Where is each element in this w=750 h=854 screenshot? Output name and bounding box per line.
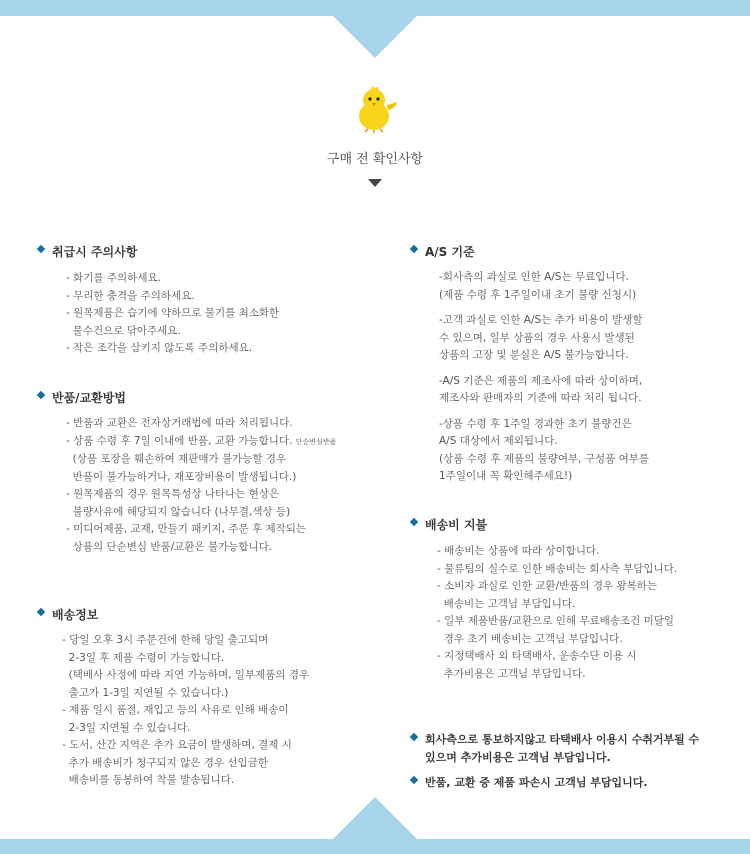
list-item: - 작은 조각을 삼키지 않도록 주의하세요. xyxy=(66,342,253,354)
list-item: (제품 수령 후 1주일이내 초기 불량 신청시) xyxy=(439,288,637,301)
section-shipping xyxy=(38,606,309,790)
list-item: 물수건으로 닦아주세요. xyxy=(66,324,181,337)
list-item: - 지정택배사 외 타택배사, 운송수단 이용 시 xyxy=(437,650,637,662)
diamond-bullet-icon xyxy=(37,245,45,253)
section-handling xyxy=(38,243,279,358)
list-item: - 제품 일시 품절, 재입고 등의 사유로 인해 배송이 xyxy=(62,704,289,716)
list-item: - 물류팀의 실수로 인한 배송비는 회사측 부담입니다. xyxy=(437,562,678,575)
list-item: - 일부 제품반품/교환으로 인해 무료배송조건 미달일 xyxy=(437,615,675,627)
list-item: 추가 배송비가 청구되지 않은 경우 선입금한 xyxy=(62,756,268,769)
section-lines xyxy=(439,416,649,486)
diamond-bullet-icon xyxy=(410,245,418,253)
list-item: 상품의 고장 및 분실은 A/S 불가능합니다. xyxy=(439,349,629,361)
inline-note: 단순변심반품 xyxy=(295,437,337,446)
diamond-bullet-icon xyxy=(37,608,45,616)
list-item: -고객 과실로 인한 A/S는 추가 비용이 발생할 xyxy=(439,314,643,326)
list-item: 배송비는 고객님 부담입니다. xyxy=(437,597,576,610)
list-item: 수 있으며, 일부 상품의 경우 사용시 발생된 xyxy=(439,331,635,344)
list-item: 반품이 불가능하거나, 재포장비용이 발생됩니다.) xyxy=(66,470,297,483)
list-item: 추가비용은 고객님 부담입니다. xyxy=(437,667,586,680)
list-item: - 미디어제품, 교재, 만들기 패키지, 주문 후 제작되는 xyxy=(66,523,307,535)
triangle-down-icon xyxy=(368,179,382,187)
list-item: -상품 수령 후 1주일 경과한 초기 불량건은 xyxy=(439,417,632,430)
section-lines xyxy=(66,270,279,358)
top-band xyxy=(0,0,750,16)
list-item: - 당일 오후 3시 주문건에 한해 당일 출고되며 xyxy=(62,634,269,646)
list-item: 출고가 1-3일 지연될 수 있습니다.) xyxy=(62,686,229,699)
section-as xyxy=(411,243,649,486)
section-lines xyxy=(439,373,649,408)
list-item: 제조사와 판매자의 기준에 따라 처리 됩니다. xyxy=(439,392,642,404)
list-item: - 원목제품의 경우 원목특성상 나타나는 현상은 xyxy=(66,488,280,500)
list-item: 2-3일 지연될 수 있습니다. xyxy=(62,721,191,734)
diamond-bullet-icon xyxy=(410,776,418,784)
list-item: (상품 수령 후 제품의 불량여부, 구성품 여부를 xyxy=(439,452,650,465)
section-title: 반품/교환방법 xyxy=(52,391,126,405)
list-item: 1주일이내 꼭 확인해주세요!) xyxy=(439,470,573,482)
note-line: 있으며 추가비용은 고객님 부담입니다. xyxy=(425,751,611,764)
diamond-bullet-icon xyxy=(410,733,418,741)
chick-icon xyxy=(350,83,400,133)
section-lines xyxy=(62,632,309,790)
note-damage xyxy=(411,774,648,792)
page-title: 구매 전 확인사항 xyxy=(326,152,424,167)
list-item: - 배송비는 상품에 따라 상이합니다. xyxy=(437,545,600,557)
bottom-band xyxy=(0,839,750,854)
top-notch xyxy=(333,16,417,58)
section-return xyxy=(38,389,336,556)
section-shipping-fee xyxy=(411,516,677,683)
list-item: - 무리한 충격을 주의하세요. xyxy=(66,289,195,302)
list-item: -회사측의 과실로 인한 A/S는 무료입니다. xyxy=(439,271,630,283)
note-carrier xyxy=(411,731,699,767)
section-lines xyxy=(437,543,677,683)
list-item: 상품의 단순변심 반품/교환은 불가능합니다. xyxy=(66,540,273,553)
note-line: 회사측으로 통보하지않고 타택배사 이용시 수취거부될 수 xyxy=(425,733,700,746)
list-item: (상품 포장을 훼손하여 재판매가 불가능할 경우 xyxy=(66,453,287,465)
section-title: A/S 기준 xyxy=(425,245,475,259)
list-item: - 도서, 산간 지역은 추가 요금이 발생하며, 결제 시 xyxy=(62,739,292,751)
list-item: 2-3일 후 제품 수령이 가능합니다. xyxy=(62,651,225,664)
section-lines xyxy=(439,269,649,304)
list-item: - 상품 수령 후 7일 이내에 반품, 교환 가능합니다. 단순변심반품 xyxy=(66,434,337,447)
list-item: 불량사유에 해당되지 않습니다 (나무결,색상 등) xyxy=(66,505,291,518)
list-item: A/S 대상에서 제외됩니다. xyxy=(439,435,558,447)
list-item: - 화기를 주의하세요. xyxy=(66,272,161,284)
diamond-bullet-icon xyxy=(410,518,418,526)
section-title: 배송비 지불 xyxy=(425,518,488,532)
list-item: -A/S 기준은 제품의 제조사에 따라 상이하며, xyxy=(439,374,643,387)
note-line: 반품, 교환 중 제품 파손시 고객님 부담입니다. xyxy=(425,776,648,789)
list-item: (택배사 사정에 따라 지연 가능하며, 일부제품의 경우 xyxy=(62,669,310,681)
list-item: 경우 초기 배송비는 고객님 부담입니다. xyxy=(437,632,623,645)
section-lines xyxy=(439,312,649,365)
list-item: - 원목제품은 습기에 약하므로 물기를 최소화한 xyxy=(66,307,280,319)
section-title: 배송정보 xyxy=(52,608,99,622)
list-item: - 소비자 과실로 인한 교환/반품의 경우 왕복하는 xyxy=(437,580,658,592)
list-item: 배송비를 동봉하여 착불 발송됩니다. xyxy=(62,774,235,786)
section-lines xyxy=(66,415,336,556)
bottom-notch xyxy=(333,797,417,839)
list-item: - 반품과 교환은 전자상거래법에 따라 처리됩니다. xyxy=(66,417,293,429)
section-title: 취급시 주의사항 xyxy=(52,245,138,259)
diamond-bullet-icon xyxy=(37,391,45,399)
